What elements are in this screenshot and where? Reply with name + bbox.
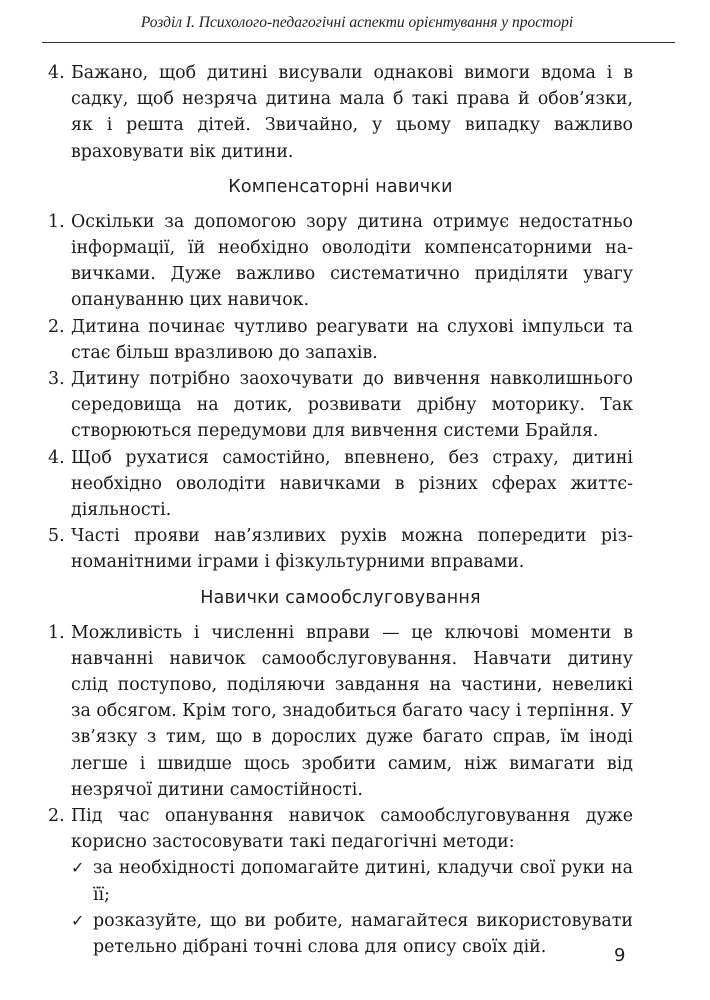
item-number: 2. xyxy=(48,316,65,337)
item-number: 3. xyxy=(48,369,65,390)
item-text: Бажано, щоб дитині висували однакові вимоги вдома і в садку, щоб незряча дитина мала б такі права й обов’язки, як і решта дітей. Звичайно, у цьому випадку важливо враховувати вік дитини. xyxy=(71,63,633,162)
checklist-text: за необхідності допомагайте дитині, кладучи свої руки на її; xyxy=(93,858,633,905)
section-heading-self-care: Навички самообслуговування xyxy=(200,587,481,608)
list-item xyxy=(48,523,633,575)
item-number: 1. xyxy=(48,622,65,643)
item-number: 1. xyxy=(48,211,65,232)
item-number: 5. xyxy=(48,526,65,547)
list-item xyxy=(48,366,633,445)
item-text: Під час опанування навичок самообслуговування дуже корисно застосовувати такі педагогічні методи: xyxy=(71,806,633,853)
self-care-skills-list xyxy=(48,620,633,961)
item-text: Оскільки за допомогою зору дитина отримує недостатньо інформації, їй необхідно оволодіти компенсаторними навичками. Дуже важливо систематично приділяти увагу опануванню цих навичок. xyxy=(71,211,633,311)
list-item xyxy=(48,209,633,314)
item-number: 4. xyxy=(48,63,65,83)
page-number: 9 xyxy=(614,945,626,966)
compensatory-skills-list xyxy=(48,209,633,576)
list-item xyxy=(48,620,633,803)
item-number: 2. xyxy=(48,806,65,827)
checkmark-icon: ✓ xyxy=(71,910,85,930)
section-heading-compensatory: Компенсаторні навички xyxy=(228,176,453,197)
item-text: Можливість і численні вправи — це ключові моменти в навчанні навичок самообслуговування. Навчати дитину слід поступово, поділяючи завдання на частини, невеликі за обсягом. Крім того, знадобиться багато часу і терпіння. У зв’язку з тим, що в дорослих дуже багато справ, їм іноді легше і швидше щось зробити самим, ніж вимагати від незрячої дитини самостійності. xyxy=(71,622,633,800)
item-text: Часті прояви нав’язливих рухів можна попередити різноманітними іграми і фізкультурними вправами. xyxy=(71,526,633,573)
list-item xyxy=(48,60,633,165)
item-text: Дитину потрібно заохочувати до вивчення навколишнього середовища на дотик, розвивати дрібну моторику. Так створюються передумови для вивчення системи Брайля. xyxy=(71,369,633,442)
intro-list xyxy=(48,60,633,165)
checklist-item xyxy=(71,855,633,907)
page-body xyxy=(48,60,633,960)
list-item xyxy=(48,314,633,366)
checkmark-icon: ✓ xyxy=(71,858,85,878)
list-item xyxy=(48,803,633,960)
item-text: Щоб рухатися самостійно, впевнено, без страху, дитині необхідно оволодіти навичками в різних сферах життєдіяльності. xyxy=(71,447,633,521)
methods-checklist xyxy=(71,855,633,960)
header-rule xyxy=(42,42,675,43)
list-item xyxy=(48,445,633,524)
item-body xyxy=(71,803,633,960)
running-header: Розділ І. Психолого-педагогічні аспекти орієнтування у просторі xyxy=(140,14,574,31)
checklist-item xyxy=(71,908,633,960)
checklist-text: розказуйте, що ви робите, намагайтеся використовувати ретельно дібрані точні слова для опису своїх дій. xyxy=(93,910,633,958)
item-number: 4. xyxy=(48,447,65,468)
item-text: Дитина починає чутливо реагувати на слухові імпульси та стає більш вразливою до запахів. xyxy=(71,316,633,363)
